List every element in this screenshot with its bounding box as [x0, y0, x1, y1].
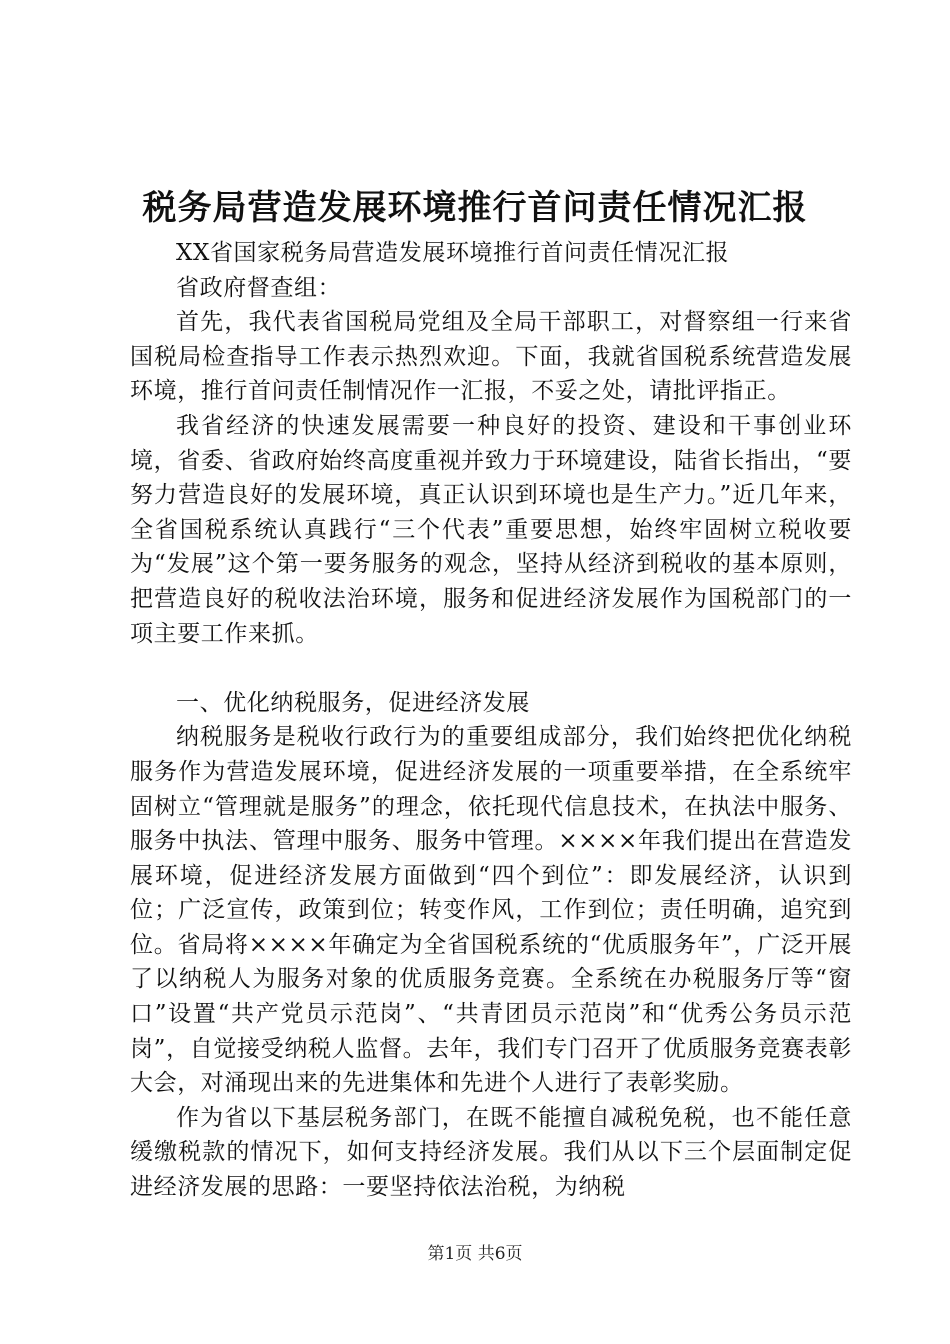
paragraph-background: 我省经济的快速发展需要一种良好的投资、建设和干事创业环境，省委、省政府始终高度重视并致力于环境建设，陆省长指出，“要努力营造良好的发展环境，真正认识到环境也是生产力。”近几年来，全省国税系统认真践行“三个代表”重要思想，始终牢固树立税收要为“发展”这个第一要务服务的观念，坚持从经济到税收的基本原则，把营造良好的税收法治环境，服务和促进经济发展作为国税部门的一项主要工作来抓。 — [130, 412, 852, 647]
salutation: 省政府督查组： — [176, 274, 342, 301]
subtitle-line: XX省国家税务局营造发展环境推行首问责任情况汇报 — [176, 240, 730, 266]
paragraph-service: 纳税服务是税收行政行为的重要组成部分，我们始终把优化纳税服务作为营造发展环境，促进经济发展的一项重要举措，在全系统牢固树立“管理就是服务”的理念，依托现代信息技术，在执法中服务、服务中执法、管理中服务、服务中管理。××××年我们提出在营造发展环境，促进经济发展方面做到“四个到位”：即发展经济，认识到位；广泛宣传，政策到位；转变作风，工作到位；责任明确，追究到位。省局将××××年确定为全省国税系统的“优质服务年”，广泛开展了以纳税人为服务对象的优质服务竞赛。全系统在办税服务厅等“窗口”设置“共产党员示范岗”、“共青团员示范岗”和“优秀公务员示范岗”，自觉接受纳税人监督。去年，我们专门召开了优质服务竞赛表彰大会，对涌现出来的先进集体和先进个人进行了表彰奖励。 — [130, 724, 852, 1097]
document-title: 税务局营造发展环境推行首问责任情况汇报 — [142, 188, 808, 228]
page-number-footer: 第1页 共6页 — [427, 1244, 523, 1264]
document-body — [130, 236, 852, 1205]
paragraph-approach: 作为省以下基层税务部门，在既不能擅自减税免税，也不能任意缓缴税款的情况下，如何支持经济发展。我们从以下三个层面制定促进经济发展的思路：一要坚持依法治税，为纳税 — [130, 1104, 852, 1201]
paragraph-intro: 首先，我代表省国税局党组及全局干部职工，对督察组一行来省国税局检查指导工作表示热烈欢迎。下面，我就省国税系统营造发展环境，推行首问责任制情况作一汇报，不妥之处，请批评指正。 — [130, 309, 852, 405]
section-heading-1: 一、优化纳税服务，促进经济发展 — [176, 689, 530, 716]
